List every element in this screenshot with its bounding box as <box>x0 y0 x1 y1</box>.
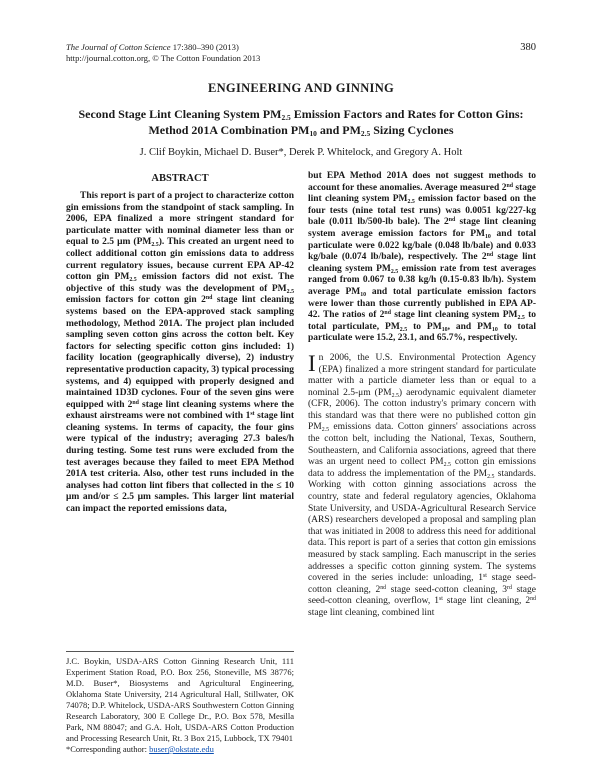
journal-title: The Journal of Cotton Science <box>66 42 171 52</box>
dropcap-letter: I <box>308 350 316 376</box>
footnote-block <box>66 651 294 755</box>
left-column <box>66 171 294 755</box>
corresponding-author-line <box>66 744 294 755</box>
abstract-paragraph-right: but EPA Method 201A does not suggest methods to account for these anomalies. Average measured 2nd stage lint cleaning system $PM_{2.5}$ emission factor based on the four tests (nine total test runs) was 0.0051 kg/227-kg bale (0.011 lb/500-lb bale). The 2nd stage lint cleaning system average emission factors for $PM_{10}$ and total particulate were 0.022 kg/bale (0.048 lb/bale) and 0.033 kg/bale (0.074 lb/bale), respectively. The 2nd stage lint cleaning system $PM_{2.5}$ emission rate from test averages ranged from 0.067 to 0.38 kg/h (0.15-0.83 lb/h). System average $PM_{10}$ and total particulate emission factors were lower than those currently published in EPA AP-42. The ratios of 2nd stage lint cleaning system $PM_{2.5}$ to total particulate, $PM_{2.5}$ to $PM_{10}$, and $PM_{10}$ to total particulate were 15.2, 23.1, and 65.7%, respectively. <box>308 171 537 344</box>
authors-line: J. Clif Boykin, Michael D. Buser*, Derek P. Whitelock, and Gregory A. Holt <box>139 147 463 158</box>
journal-header-block <box>66 42 260 64</box>
page-header <box>66 42 536 64</box>
page-number: 380 <box>520 42 536 53</box>
corresponding-email-link[interactable]: buser@okstate.edu <box>149 744 214 754</box>
abstract-heading: ABSTRACT <box>151 173 209 184</box>
corresponding-author-label: *Corresponding author: <box>66 744 150 754</box>
introduction-text: n 2006, the U.S. Environmental Protection Agency (EPA) finalized a more stringent standard for particulate matter with a particle diameter less than or equal to a nominal 2.5-μm $(PM_{2.5})$ aerodynamic equivalent diameter (CFR, 2006). The cotton industry's primary concern with this standard was that there were no published cotton gin $PM_{2.5}$ emissions data. Cotton ginners' associations across the cotton belt, including the National, Texas, Southern, Southeastern, and California associations, agreed that there was an urgent need to collect $PM_{2.5}$ cotton gin emissions data to address the implementation of the $PM_{2.5}$ standards. Working with cotton ginning associations across the country, state and federal regulatory agencies, Oklahoma State University, and USDA-Agricultural Research Service (ARS) researchers developed a proposal and sampling plan that was initiated in 2008 to address this need for additional data. This report is part of a series that cotton gin emissions measured by stack sampling. Each manuscript in the series addresses a specific cotton ginning system. The systems covered in the series include: unloading, 1st stage seed-cotton cleaning, 2nd stage seed-cotton cleaning, 3rd stage seed-cotton cleaning, overflow, 1st stage lint cleaning, 2nd stage lint cleaning, combined lint <box>308 352 536 618</box>
two-column-body <box>66 171 536 763</box>
journal-citation <box>66 42 260 53</box>
abstract-paragraph-left: This report is part of a project to characterize cotton gin emissions from the standpoint of stack sampling. In 2006, EPA finalized a more stringent standard for particulate matter with nominal diameter less than or equal to 2.5 μm $(PM_{2.5})$. This created an urgent need to collect additional cotton gin emissions data to address current regulatory issues, because current EPA AP-42 cotton gin $PM_{2.5}$ emission factors did not exist. The objective of this study was the development of $PM_{2.5}$ emission factors for cotton gin 2nd stage lint cleaning systems based on the EPA-approved stack sampling methodology, Method 201A. The project plan included sampling seven cotton gins across the cotton belt. Key factors for selecting specific cotton gins included: 1) facility location (geographically diverse), 2) industry representative production capacity, 3) typical processing systems, and 4) equipped with properly designed and maintained 1D3D cyclones. Four of the seven gins were equipped with 2nd stage lint cleaning systems where the exhaust airstreams were not combined with 1st stage lint cleaning systems. In terms of capacity, the four gins were typical of the industry; averaging 27.3 bales/h during testing. Some test runs were excluded from the test averages because they failed to meet EPA Method 201A test criteria. Also, other test runs included in the analyses had cotton lint fibers that collected in the ≤ 10 μm and/or ≤ 2.5 μm samples. This larger lint material can impact the reported emissions data, <box>66 191 294 515</box>
journal-issue-info: 17:380–390 (2013) <box>170 42 239 52</box>
introduction-paragraph <box>308 350 536 620</box>
author-affiliations: J.C. Boykin, USDA-ARS Cotton Ginning Research Unit, 111 Experiment Station Road, P.O. Box 256, Stoneville, MS 38776; M.D. Buser*, Biosystems and Agricultural Engineering, Oklahoma State University, 214 Agricultural Hall, Stillwater, OK 74078; D.P. Whitelock, USDA-ARS Southwestern Cotton Ginning Research Laboratory, 300 E College Dr., P.O. Box 578, Mesilla Park, NM 88047; and G.A. Holt, USDA-ARS Cotton Production and Processing Research Unit, Rt. 3 Box 215, Lubbock, TX 79401 <box>66 656 294 743</box>
section-heading: ENGINEERING AND GINNING <box>207 81 395 95</box>
right-column <box>308 171 536 763</box>
footnote-divider <box>66 651 294 652</box>
paper-title: Second Stage Lint Cleaning System $PM_{2.5}$ Emission Factors and Rates for Cotton Gins: Method 201A Combination $PM_{10}$ and $PM_{2.5}$ Sizing Cyclones <box>78 107 524 138</box>
journal-url-copyright: http://journal.cotton.org, © The Cotton Foundation 2013 <box>66 53 261 63</box>
